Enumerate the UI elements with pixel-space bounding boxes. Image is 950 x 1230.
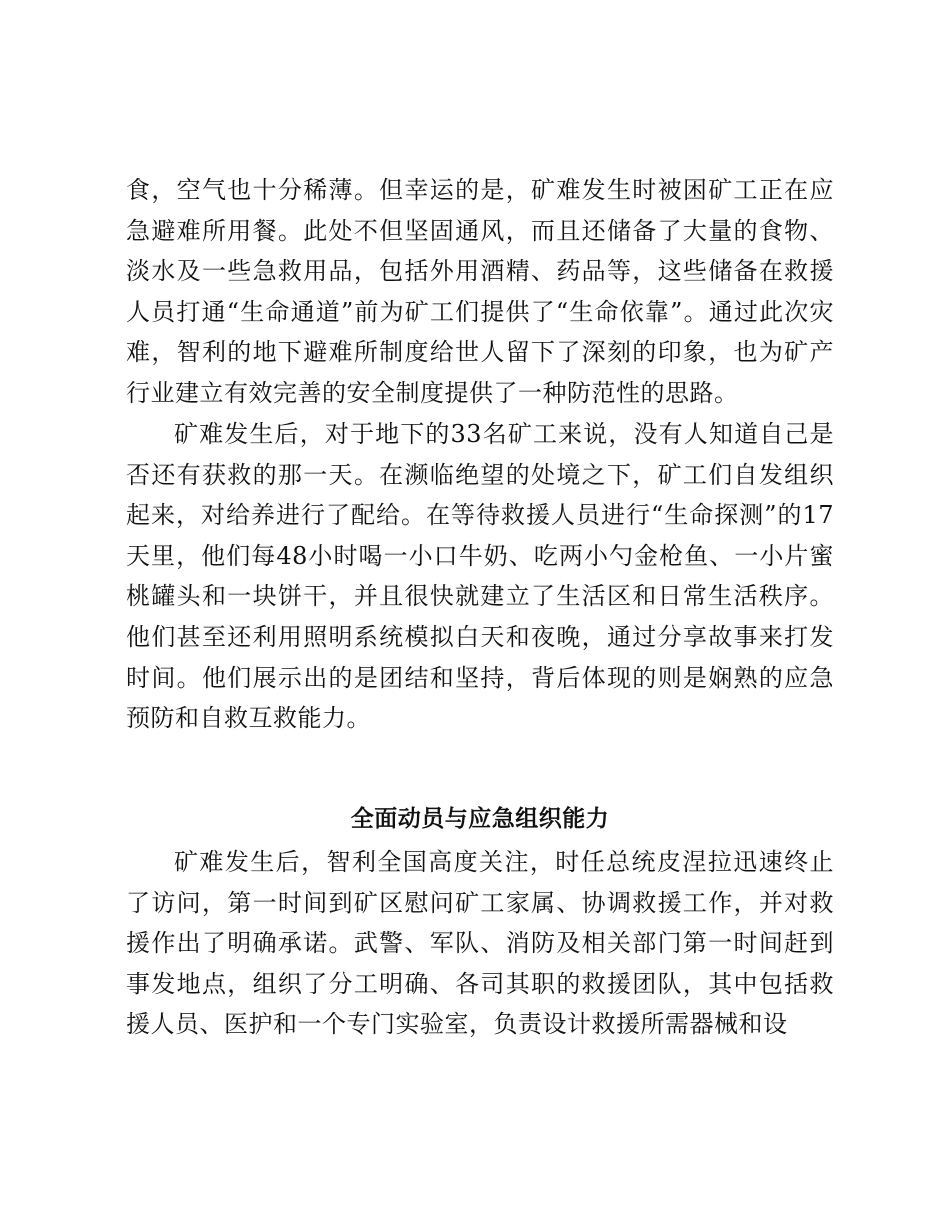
paragraph-miners-self-rescue: 矿难发生后，对于地下的33名矿工来说，没有人知道自己是否还有获救的那一天。在濒临绝望的处境之下，矿工们自发组织起来，对给养进行了配给。在等待救援人员进行“生命探测”的17天里，他们每48小时喝一小口牛奶、吃两小勺金枪鱼、一小片蜜桃罐头和一块饼干，并且很快就建立了生活区和日常生活秩序。他们甚至还利用照明系统模拟白天和夜晚，通过分享故事来打发时间。他们展示出的是团结和坚持，背后体现的则是娴熟的应急预防和自救互救能力。 [126, 420, 834, 733]
section-heading: 全面动员与应急组织能力 [350, 805, 610, 832]
paragraph-shelter-supplies: 食，空气也十分稀薄。但幸运的是，矿难发生时被困矿工正在应急避难所用餐。此处不但坚固通风，而且还储备了大量的食物、淡水及一些急救用品，包括外用酒精、药品等，这些储备在救援人员打通“生命通道”前为矿工们提供了“生命依靠”。通过此次灾难，智利的地下避难所制度给世人留下了深刻的印象，也为矿产行业建立有效完善的安全制度提供了一种防范性的思路。 [126, 176, 834, 407]
paragraph-national-mobilization: 矿难发生后，智利全国高度关注，时任总统皮涅拉迅速终止了访问，第一时间到矿区慰问矿工家属、协调救援工作，并对救援作出了明确承诺。武警、军队、消防及相关部门第一时间赶到事发地点，组织了分工明确、各司其职的救援团队，其中包括救援人员、医护和一个专门实验室，负责设计救援所需器械和设 [126, 848, 834, 1039]
